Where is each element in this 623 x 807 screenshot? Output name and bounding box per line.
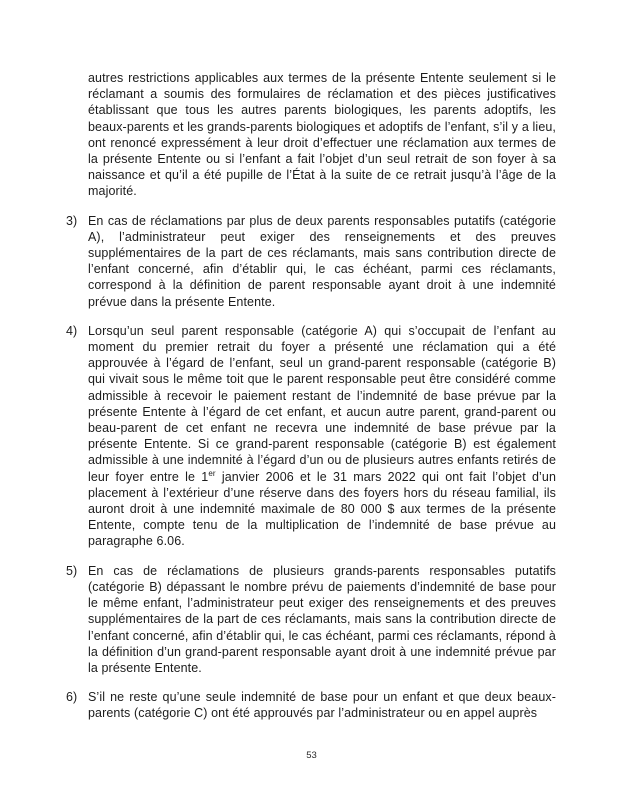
list-item-5-text: En cas de réclamations de plusieurs grands-parents responsables putatifs (catégorie B) dépassant le nombre prévu de paiements d’indemnité de base pour le même enfant, l’administrateur peut exiger des renseignements et des preuves supplémentaires de la part de ces réclamants, mais sans la contribution directe de l’enfant concerné, afin d’établir qui, le cas échéant, parmi ces réclamants, répond à la définition d’un grand-parent responsable ayant droit à une indemnité prévue par la présente Entente. bbox=[88, 563, 556, 675]
page-number: 53 bbox=[306, 750, 317, 761]
ordinal-superscript-er: er bbox=[208, 468, 216, 478]
list-item-5-number: 5) bbox=[66, 563, 78, 578]
list-item-6 bbox=[66, 689, 556, 721]
list-item-3-text: En cas de réclamations par plus de deux parents responsables putatifs (catégorie A), l’administrateur peut exiger des renseignements et des preuves supplémentaires de la part de ces réclamants, mais sans contribution directe de l’enfant concerné, afin d’établir qui, le cas échéant, parmi ces réclamants, correspond à la définition de parent responsable ayant droit à une indemnité prévue dans la présente Entente. bbox=[88, 213, 556, 309]
list-item-4-text-part1: Lorsqu’un seul parent responsable (catégorie A) qui s’occupait de l’enfant au moment du premier retrait du foyer a présenté une réclamation qui a été approuvée à l’égard de l’enfant, seul un grand-parent responsable (catégorie B) qui vivait sous le même toit que le parent responsable peut être considéré comme admissible à recevoir le paiement restant de l’indemnité de base prévue par la présente Entente à l’égard de cet enfant, et aucun autre parent, grand-parent ou beau-parent de cet enfant ne recevra une indemnité de base prévue par la présente Entente. Si ce grand-parent responsable (catégorie B) est également admissible à une indemnité à l’égard d’un ou de plusieurs autres enfants retirés de leur foyer entre le 1 bbox=[88, 323, 556, 484]
list-item-4-text bbox=[88, 323, 556, 550]
list-item-4 bbox=[66, 323, 556, 550]
page-content bbox=[66, 70, 556, 735]
list-item-6-number: 6) bbox=[66, 690, 78, 705]
list-item-3-number: 3) bbox=[66, 213, 78, 228]
list-item-3 bbox=[66, 213, 556, 310]
list-item-5 bbox=[66, 563, 556, 676]
intro-paragraph: autres restrictions applicables aux termes de la présente Entente seulement si le réclamant a soumis des formulaires de réclamation et des pièces justificatives établissant que tous les autres parents biologiques, les parents adoptifs, les beaux-parents et les grands-parents biologiques et adoptifs de l’enfant, s’il y a lieu, ont renoncé expressément à leur droit d’effectuer une réclamation aux termes de la présente Entente ou si l’enfant a fait l’objet d’un seul retrait de son foyer à sa naissance et qu’il a été pupille de l’État à la suite de ce retrait jusqu’à l’âge de la majorité. bbox=[88, 71, 556, 199]
page-footer bbox=[0, 750, 623, 761]
list-item-4-number: 4) bbox=[66, 323, 78, 338]
list-item-6-text: S’il ne reste qu’une seule indemnité de base pour un enfant et que deux beaux-parents (catégorie C) ont été approuvés par l’administrateur ou en appel auprès bbox=[88, 690, 556, 721]
list-item-4-text-part2: janvier 2006 et le 31 mars 2022 qui ont fait l’objet d’un placement à l’extérieur d’une réserve dans des foyers hors du réseau familial, ils auront droit à une indemnité maximale de 80 000 $ aux termes de la présente Entente, compte tenu de la multiplication de l’indemnité de base prévue au paragraphe 6.06. bbox=[88, 469, 556, 549]
